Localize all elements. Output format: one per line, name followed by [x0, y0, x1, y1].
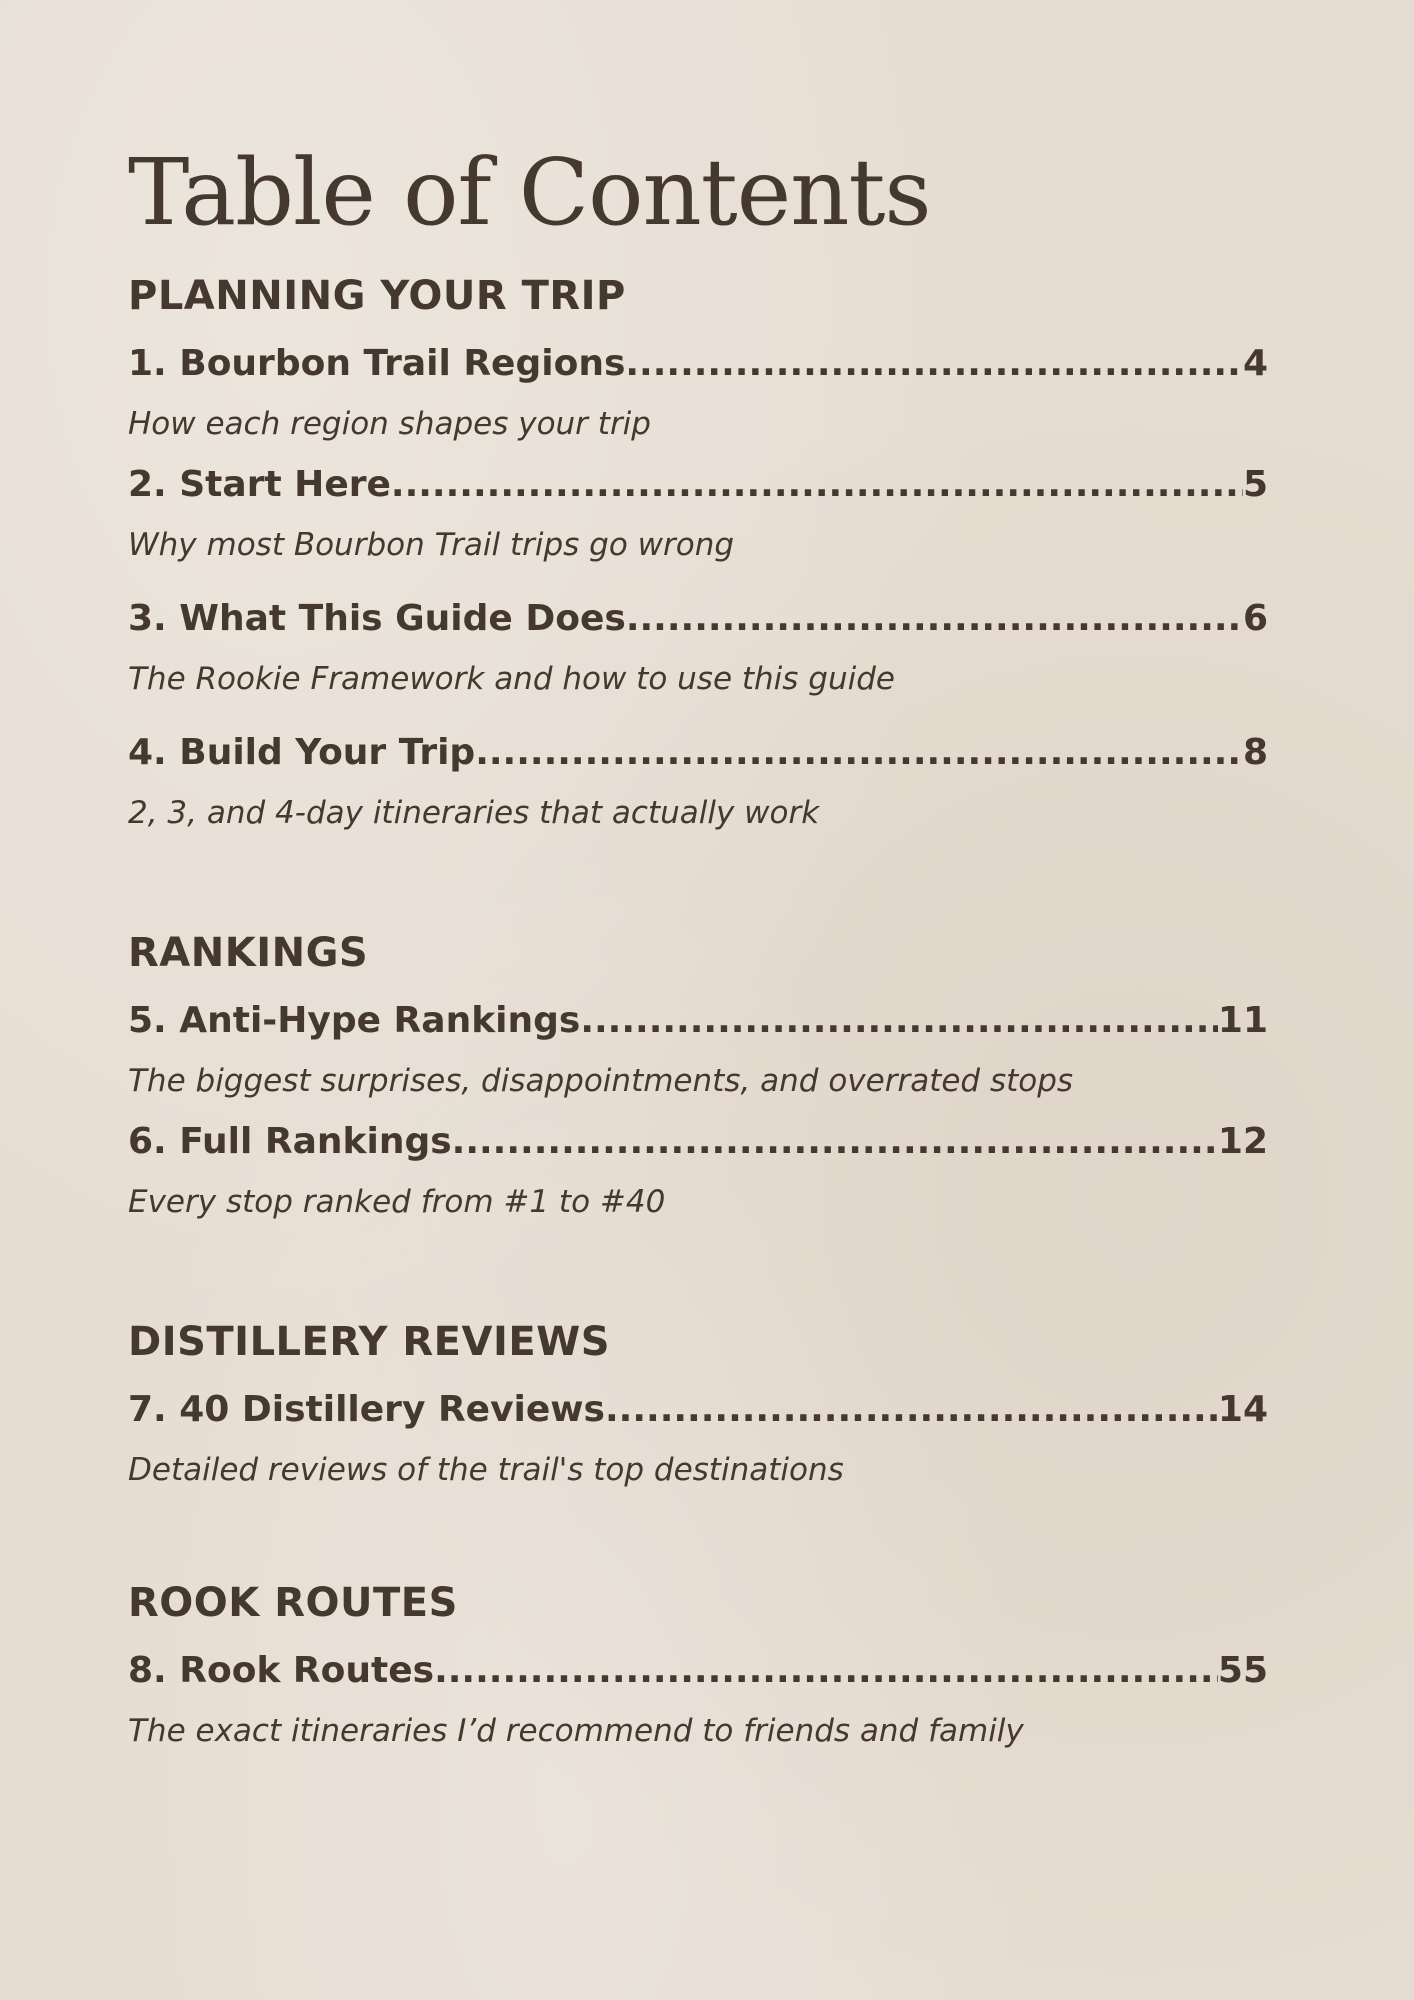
toc-entry-label: 8. Rook Routes: [128, 1649, 435, 1691]
toc-entry-description: 2, 3, and 4-day itineraries that actually work: [128, 794, 820, 831]
toc-entry-description: Why most Bourbon Trail trips go wrong: [128, 526, 735, 563]
toc-entry-link[interactable]: [128, 731, 1268, 773]
toc-entry-link[interactable]: [128, 1649, 1268, 1691]
section-heading: PLANNING YOUR TRIP: [128, 272, 626, 319]
dot-leader: [434, 1653, 1218, 1689]
toc-entry-description: Detailed reviews of the trail's top destinations: [128, 1451, 844, 1488]
toc-entry-page-number: 14: [1217, 1388, 1268, 1430]
dot-leader: [475, 735, 1243, 771]
toc-entry-page-number: 11: [1217, 999, 1268, 1041]
toc-entry-description: Every stop ranked from #1 to #40: [128, 1183, 666, 1220]
toc-entry-link[interactable]: [128, 597, 1268, 639]
toc-entry-description: The exact itineraries I’d recommend to friends and family: [128, 1712, 1024, 1749]
toc-entry-page-number: 6: [1242, 597, 1268, 639]
dot-leader: [580, 1003, 1218, 1039]
toc-entry-link[interactable]: [128, 1120, 1268, 1162]
section-heading: ROOK ROUTES: [128, 1579, 458, 1626]
toc-entry-link[interactable]: [128, 463, 1268, 505]
toc-entry-description: The Rookie Framework and how to use this guide: [128, 660, 895, 697]
section-rankings: [128, 929, 1268, 1220]
page-title: Table of Contents: [128, 139, 931, 246]
dot-leader: [626, 601, 1243, 637]
toc-entry-label: 1. Bourbon Trail Regions: [128, 342, 626, 384]
toc-entry-description: How each region shapes your trip: [128, 405, 651, 442]
toc-entry-description: The biggest surprises, disappointments, and overrated stops: [128, 1062, 1074, 1099]
toc-entry-page-number: 5: [1242, 463, 1268, 505]
dot-leader: [452, 1124, 1218, 1160]
toc-entry-link[interactable]: [128, 342, 1268, 384]
toc-entry-page-number: 55: [1217, 1649, 1268, 1691]
section-planning-your-trip: [128, 272, 1268, 831]
toc-entry-page-number: 12: [1217, 1120, 1268, 1162]
toc-entry-page-number: 4: [1242, 342, 1268, 384]
section-heading: DISTILLERY REVIEWS: [128, 1318, 611, 1365]
dot-leader: [625, 346, 1243, 382]
table-of-contents: [128, 140, 1268, 1747]
toc-entry-label: 5. Anti-Hype Rankings: [128, 999, 581, 1041]
dot-leader: [391, 467, 1243, 503]
toc-entry-label: 3. What This Guide Does: [128, 597, 626, 639]
toc-entry-label: 4. Build Your Trip: [128, 731, 476, 773]
section-rook-routes: [128, 1579, 1268, 1749]
toc-entry-label: 7. 40 Distillery Reviews: [128, 1388, 605, 1430]
toc-entry-label: 6. Full Rankings: [128, 1120, 452, 1162]
toc-entry-link[interactable]: [128, 1388, 1268, 1430]
toc-entry-link[interactable]: [128, 999, 1268, 1041]
section-distillery-reviews: [128, 1318, 1268, 1488]
dot-leader: [605, 1392, 1218, 1428]
toc-entry-page-number: 8: [1242, 731, 1268, 773]
toc-entry-label: 2. Start Here: [128, 463, 391, 505]
section-heading: RANKINGS: [128, 929, 369, 976]
